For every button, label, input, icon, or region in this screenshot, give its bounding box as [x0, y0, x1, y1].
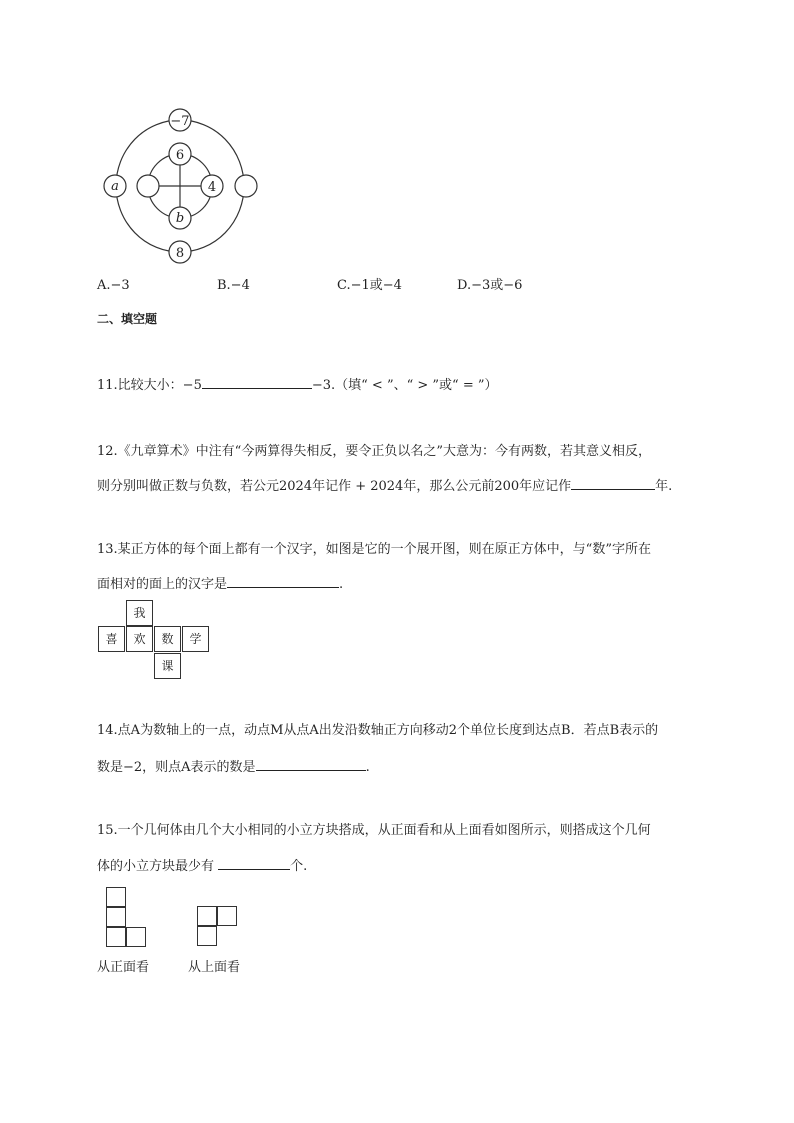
front-square [106, 927, 126, 947]
top-square [197, 926, 217, 946]
answer-blank[interactable] [202, 374, 312, 389]
question-15-line-1: 15.一个几何体由几个大小相同的小立方块搭成，从正面看和从上面看如图所示，则搭成这个几何 [97, 823, 651, 838]
label-inner-bottom: b [175, 211, 185, 226]
net-cell-bottom: 课 [154, 653, 181, 679]
q13-text-before: 面相对的面上的汉字是 [97, 577, 228, 592]
label-inner-right: 4 [207, 180, 217, 195]
q14-text-after: . [365, 760, 370, 775]
question-12-line-2 [97, 475, 672, 496]
question-14-line-1: 14.点A为数轴上的一点，动点M从点A出发沿数轴正方向移动2个单位长度到达点B．若点B表示的 [97, 723, 659, 738]
top-square [197, 906, 217, 926]
q14-text-before: 数是−2，则点A表示的数是 [97, 760, 256, 775]
answer-blank[interactable] [227, 573, 339, 588]
question-13-line-2 [97, 573, 343, 594]
caption-top-view: 从上面看 [188, 960, 241, 975]
question-15-line-2 [97, 855, 307, 876]
node-inner-left [137, 175, 159, 197]
label-bottom: 8 [175, 246, 185, 261]
q12-text-after: 年. [655, 479, 673, 494]
question-13-line-1: 13.某正方体的每个面上都有一个汉字，如图是它的一个展开图，则在原正方体中，与“数”字所在 [97, 542, 651, 557]
question-12-line-1: 12.《九章算术》中注有“今两算得失相反，要令正负以名之”大意为：今有两数，若其意义相反， [97, 444, 651, 459]
front-square [106, 887, 126, 907]
q15-text-after: 个. [290, 859, 308, 874]
q12-text-before: 则分别叫做正数与负数，若公元2024年记作 + 2024年，那么公元前200年应记作 [97, 479, 572, 494]
section-title: 二、填空题 [97, 312, 158, 326]
net-cell-2: 欢 [126, 626, 153, 652]
top-square [217, 906, 237, 926]
front-square [106, 907, 126, 927]
option-d: D.−3或−6 [457, 278, 523, 293]
label-left: a [111, 179, 119, 194]
option-b: B.−4 [217, 278, 250, 293]
caption-front-view: 从正面看 [97, 960, 150, 975]
circle-diagram [100, 104, 270, 266]
net-cell-3: 数 [154, 626, 181, 652]
front-square [126, 927, 146, 947]
q11-text-after: −3.（填“ < ”、“ > ”或“ = ”） [311, 378, 498, 393]
q15-text-before: 体的小立方块最少有 [97, 859, 215, 874]
question-14-line-2 [97, 756, 370, 777]
answer-blank[interactable] [571, 475, 655, 490]
question-11 [97, 374, 498, 395]
node-right [235, 175, 257, 197]
net-cell-1: 喜 [98, 626, 125, 652]
net-cell-top: 我 [126, 600, 153, 626]
q13-text-after: . [339, 577, 344, 592]
label-inner-top: 6 [175, 148, 185, 163]
option-a: A.−3 [97, 278, 130, 293]
net-cell-4: 学 [182, 626, 209, 652]
label-top: −7 [170, 114, 190, 129]
option-c: C.−1或−4 [337, 278, 402, 293]
q11-text-before: 11.比较大小：−5 [97, 378, 202, 393]
answer-blank[interactable] [218, 855, 290, 870]
answer-blank[interactable] [256, 756, 366, 771]
